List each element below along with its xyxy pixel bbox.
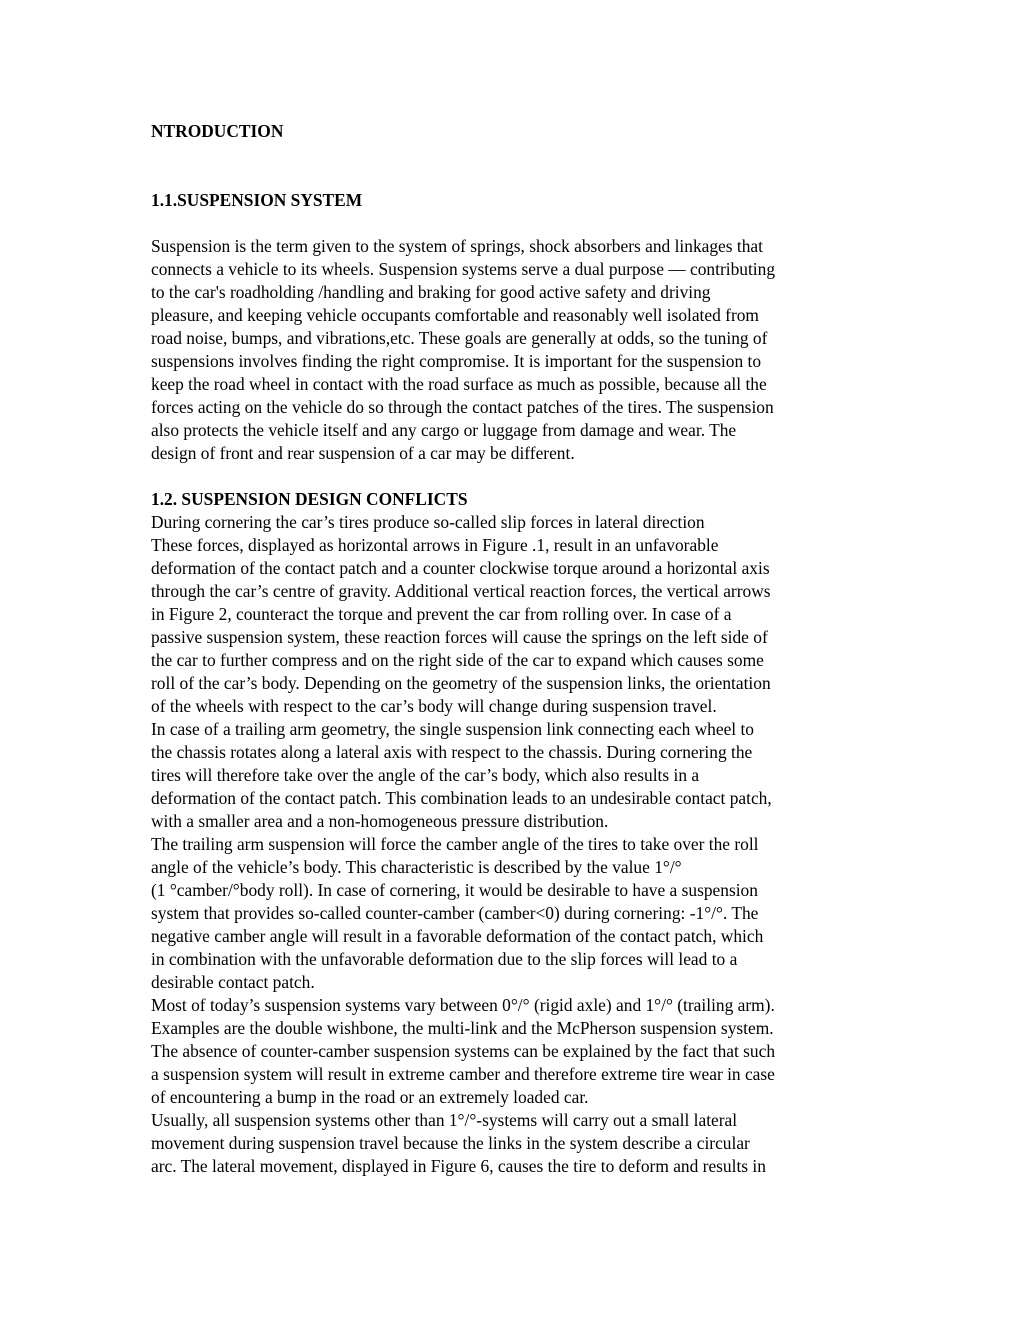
body-line: connects a vehicle to its wheels. Suspension systems serve a dual purpose — contributing [151, 259, 776, 279]
body-line: of encountering a bump in the road or an extremely loaded car. [151, 1087, 589, 1107]
body-line: design of front and rear suspension of a car may be different. [151, 443, 575, 463]
body-line: These forces, displayed as horizontal arrows in Figure .1, result in an unfavorable [151, 535, 719, 555]
body-line: also protects the vehicle itself and any cargo or luggage from damage and wear. The [151, 420, 737, 440]
body-line: deformation of the contact patch. This combination leads to an undesirable contact patch, [151, 788, 772, 808]
body-line: of the wheels with respect to the car’s body will change during suspension travel. [151, 696, 717, 716]
body-line: the chassis rotates along a lateral axis with respect to the chassis. During cornering the [151, 742, 753, 762]
section-1-body [151, 235, 881, 465]
body-line: The trailing arm suspension will force the camber angle of the tires to take over the roll [151, 834, 759, 854]
body-line: the car to further compress and on the right side of the car to expand which causes some [151, 650, 764, 670]
body-line: Most of today’s suspension systems vary between 0°/° (rigid axle) and 1°/° (trailing arm). [151, 995, 775, 1015]
body-line: in combination with the unfavorable deformation due to the slip forces will lead to a [151, 949, 738, 969]
body-line: passive suspension system, these reaction forces will cause the springs on the left side of [151, 627, 768, 647]
body-line: pleasure, and keeping vehicle occupants comfortable and reasonably well isolated from [151, 305, 759, 325]
section-1-heading: 1.1.SUSPENSION SYSTEM [151, 190, 363, 210]
document-title: NTRODUCTION [151, 121, 284, 141]
body-line: During cornering the car’s tires produce so-called slip forces in lateral direction [151, 512, 705, 532]
body-line: deformation of the contact patch and a counter clockwise torque around a horizontal axis [151, 558, 770, 578]
body-line: to the car's roadholding /handling and braking for good active safety and driving [151, 282, 711, 302]
body-line: with a smaller area and a non-homogeneous pressure distribution. [151, 811, 609, 831]
section-2-heading: 1.2. SUSPENSION DESIGN CONFLICTS [151, 489, 468, 509]
body-line: In case of a trailing arm geometry, the single suspension link connecting each wheel to [151, 719, 755, 739]
body-line: tires will therefore take over the angle of the car’s body, which also results in a [151, 765, 700, 785]
body-line: road noise, bumps, and vibrations,etc. These goals are generally at odds, so the tuning of [151, 328, 768, 348]
body-line: arc. The lateral movement, displayed in Figure 6, causes the tire to deform and results in [151, 1156, 766, 1176]
body-line: angle of the vehicle’s body. This characteristic is described by the value 1°/° [151, 857, 682, 877]
body-line: (1 °camber/°body roll). In case of cornering, it would be desirable to have a suspension [151, 880, 758, 900]
section-2-body [151, 511, 881, 1178]
body-line: system that provides so-called counter-camber (camber<0) during cornering: -1°/°. The [151, 903, 759, 923]
body-line: movement during suspension travel because the links in the system describe a circular [151, 1133, 750, 1153]
document-page [151, 120, 881, 1178]
body-line: Usually, all suspension systems other than 1°/°-systems will carry out a small lateral [151, 1110, 738, 1130]
body-line: forces acting on the vehicle do so through the contact patches of the tires. The suspension [151, 397, 774, 417]
body-line: keep the road wheel in contact with the road surface as much as possible, because all the [151, 374, 767, 394]
body-line: a suspension system will result in extreme camber and therefore extreme tire wear in case [151, 1064, 775, 1084]
body-line: negative camber angle will result in a favorable deformation of the contact patch, which [151, 926, 764, 946]
body-line: suspensions involves finding the right compromise. It is important for the suspension to [151, 351, 762, 371]
body-line: desirable contact patch. [151, 972, 315, 992]
body-line: The absence of counter-camber suspension systems can be explained by the fact that such [151, 1041, 776, 1061]
body-line: Suspension is the term given to the system of springs, shock absorbers and linkages that [151, 236, 763, 256]
body-line: Examples are the double wishbone, the multi-link and the McPherson suspension system. [151, 1018, 774, 1038]
body-line: roll of the car’s body. Depending on the geometry of the suspension links, the orientation [151, 673, 771, 693]
body-line: through the car’s centre of gravity. Additional vertical reaction forces, the vertical arrows [151, 581, 771, 601]
body-line: in Figure 2, counteract the torque and prevent the car from rolling over. In case of a [151, 604, 732, 624]
